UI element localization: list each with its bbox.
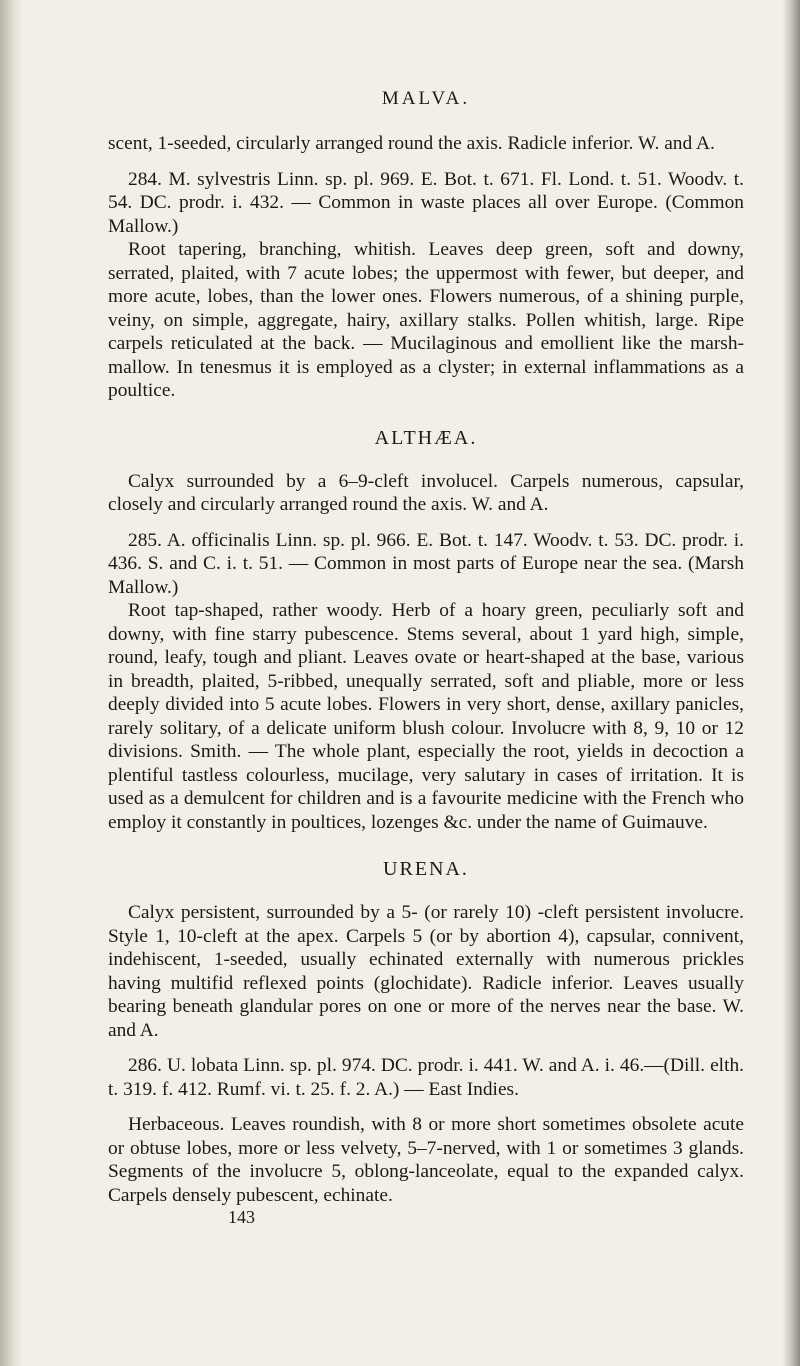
page-gutter-shadow xyxy=(0,0,22,1366)
althaea-paragraph-2: 285. A. officinalis Linn. sp. pl. 966. E. Bot. t. 147. Woodv. t. 53. DC. prodr. i. 436. S. and C. i. t. 51. — Common in most parts of Europe near the sea. (Marsh Mallow.) xyxy=(108,529,744,598)
running-head: MALVA. xyxy=(381,88,471,109)
urena-paragraph-3: Herbaceous. Leaves roundish, with 8 or more short sometimes obsolete acute or obtuse lobes, more or less velvety, 5–7-nerved, with 1 or sometimes 3 glands. Segments of the involucre 5, oblong-lanceolate, equal to the expanded calyx. Carpels densely pubescent, echinate. xyxy=(108,1114,744,1206)
malva-paragraph-1: scent, 1-seeded, circularly arranged round the axis. Radicle inferior. W. and A. xyxy=(108,133,715,154)
page-edge xyxy=(782,0,800,1366)
malva-paragraph-3: Root tapering, branching, whitish. Leaves deep green, soft and downy, serrated, plaited, with 7 acute lobes; the uppermost with fewer, but deeper, and more acute, lobes, than the lower ones. Flowers numerous, of a shining purple, veiny, on simple, aggregate, hairy, axillary stalks. Pollen whitish, large. Ripe carpels reticulated at the back. — Mucilaginous and emollient like the marsh-mallow. In tenesmus it is employed as a clyster; in external inflammations as a poultice. xyxy=(108,239,744,401)
text-block xyxy=(108,88,744,1227)
althaea-paragraph-1: Calyx surrounded by a 6–9-cleft involucel. Carpels numerous, capsular, closely and circularly arranged round the axis. W. and A. xyxy=(108,470,744,515)
page-number: 143 xyxy=(228,1207,255,1227)
althaea-paragraph-3: Root tap-shaped, rather woody. Herb of a hoary green, peculiarly soft and downy, with fine starry pubescence. Stems several, about 1 yard high, simple, round, leafy, tough and pliant. Leaves ovate or heart-shaped at the base, various in breadth, plaited, 5-ribbed, unequally serrated, soft and pliable, more or less deeply divided into 5 acute lobes. Flowers in very short, dense, axillary panicles, rarely solitary, of a delicate uniform blush colour. Involucre with 8, 9, 10 or 12 divisions. Smith. — The whole plant, especially the root, yields in decoction a plentiful tastless colourless, mucilage, very salutary in cases of irritation. It is used as a demulcent for children and is a favourite medicine with the French who employ it constantly in poultices, lozenges &c. under the name of Guimauve. xyxy=(108,600,744,833)
malva-paragraph-2: 284. M. sylvestris Linn. sp. pl. 969. E. Bot. t. 671. Fl. Lond. t. 51. Woodv. t. 54. DC. prodr. i. 432. — Common in waste places all over Europe. (Common Mallow.) xyxy=(108,168,744,237)
urena-paragraph-2: 286. U. lobata Linn. sp. pl. 974. DC. prodr. i. 441. W. and A. i. 46.—(Dill. elth. t. 319. f. 412. Rumf. vi. t. 25. f. 2. A.) — East Indies. xyxy=(108,1055,744,1100)
althaea-heading: ALTHÆA. xyxy=(374,426,478,449)
urena-heading: URENA. xyxy=(383,858,469,880)
urena-paragraph-1: Calyx persistent, surrounded by a 5- (or rarely 10) -cleft persistent involucre. Style 1, 10-cleft at the apex. Carpels 5 (or by abortion 4), capsular, connivent, indehiscent, 1-seeded, usually echinated externally with numerous prickles having multifid reflexed points (glochidate). Radicle inferior. Leaves usually bearing beneath glandular pores on one or more of the nerves near the base. W. and A. xyxy=(108,902,744,1041)
